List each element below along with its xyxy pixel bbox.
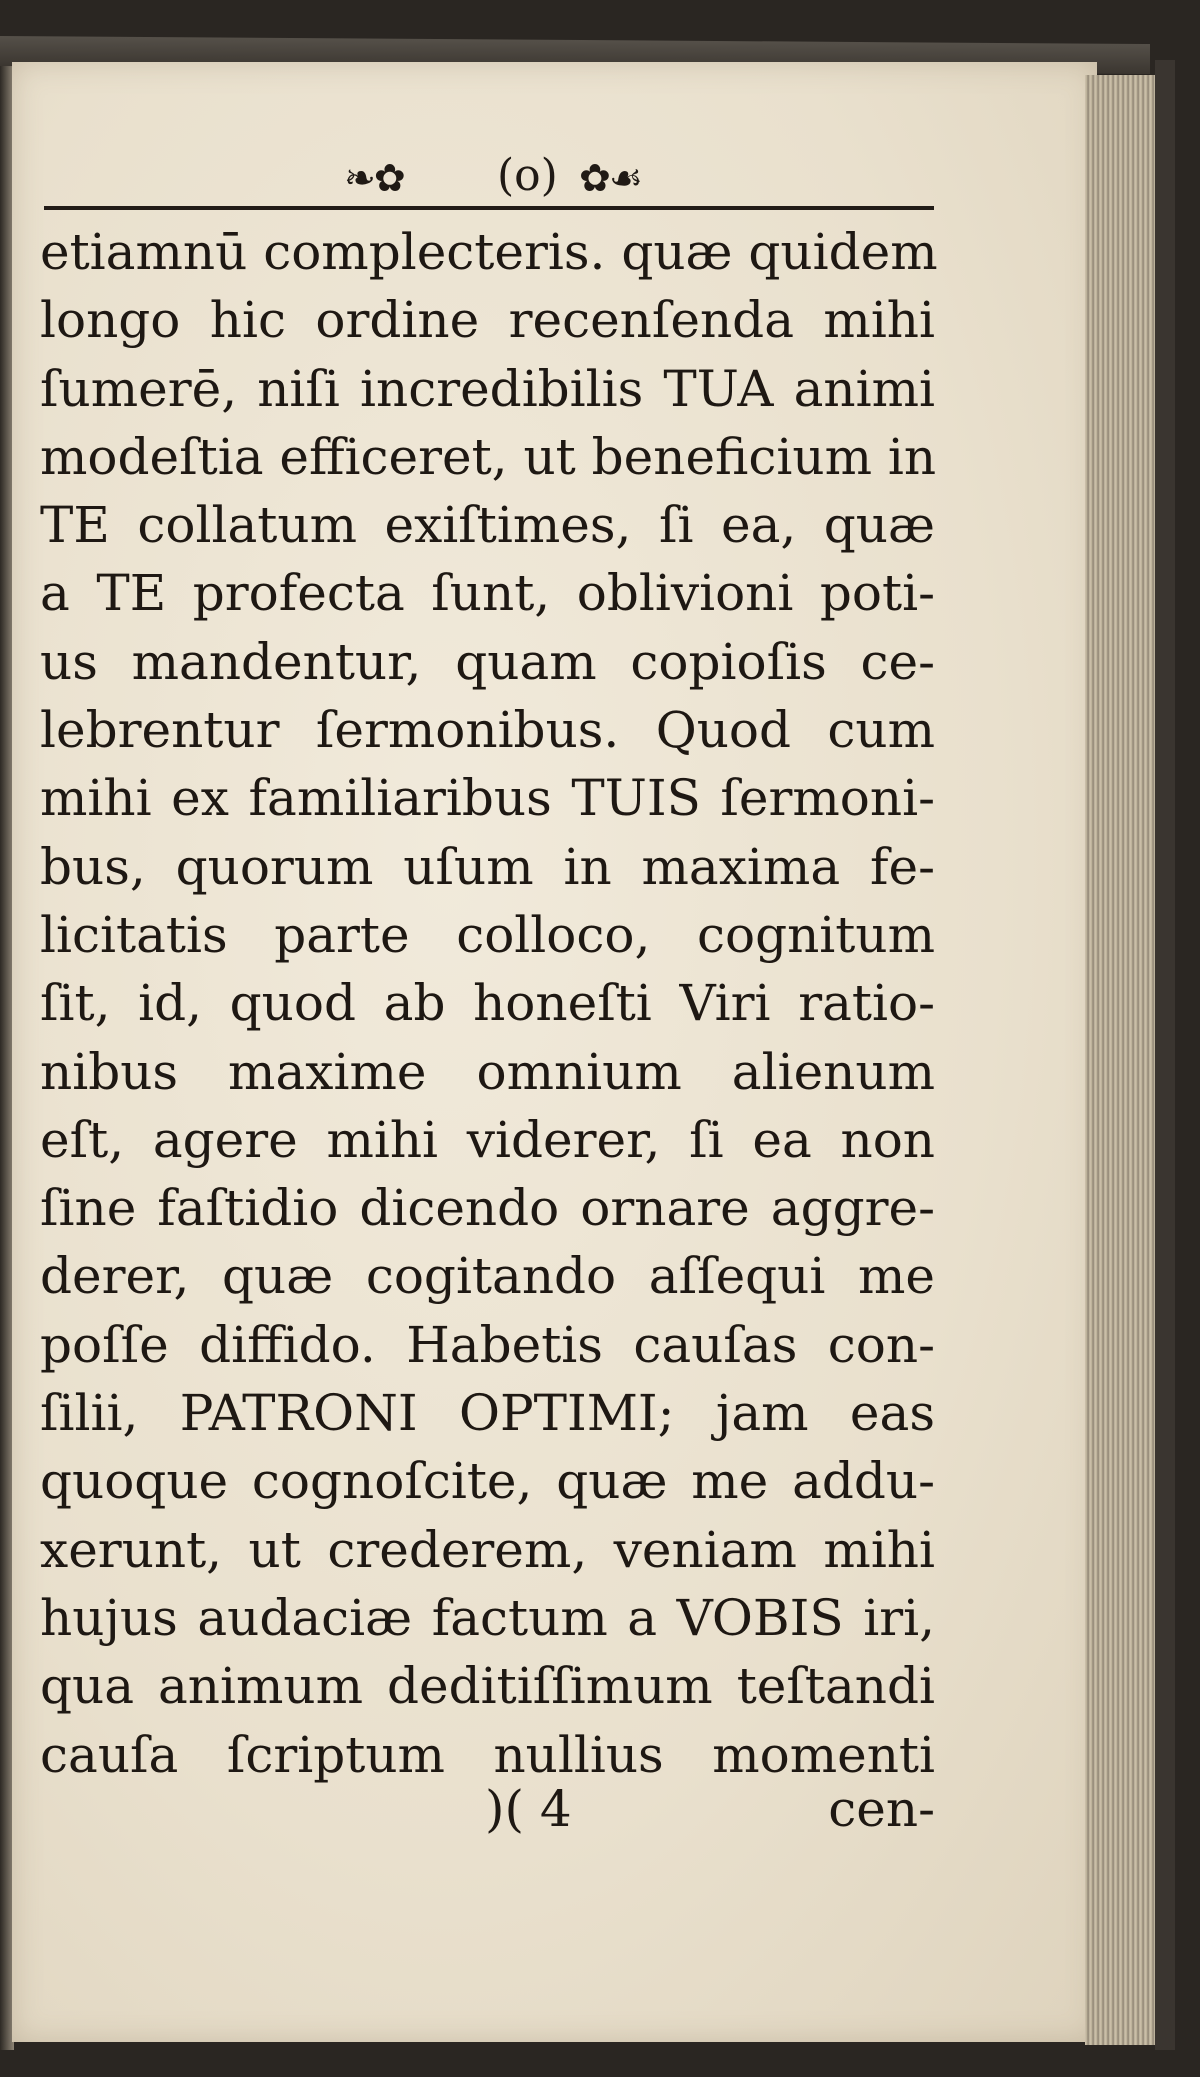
text-line: ſine faſtidio dicendo ornare aggre- xyxy=(40,1179,935,1238)
text-line: us mandentur, quam copioſis ce- xyxy=(40,632,935,691)
text-line: poſſe diffido. Habetis cauſas con- xyxy=(40,1315,935,1374)
text-line: eſt, agere mihi viderer, ſi ea non xyxy=(40,1110,935,1169)
text-line: longo hic ordine recenſenda mihi xyxy=(40,291,935,350)
text-line: a TE profecta ſunt, oblivioni poti- xyxy=(40,564,935,623)
page-footer xyxy=(40,1780,935,1850)
text-line: ſumerē, niſi incredibilis TUA animi xyxy=(40,359,935,418)
page-header xyxy=(44,150,934,210)
text-line: licitatis parte colloco, cognitum xyxy=(40,905,935,964)
folio-mark: (o) xyxy=(497,150,558,201)
text-line: TE collatum exiſtimes, ſi ea, quæ xyxy=(40,496,935,555)
header-rule xyxy=(44,206,934,210)
text-line: lebrentur ſermonibus. Quod cum xyxy=(40,701,935,760)
ornament-right-icon: ✿☙ xyxy=(579,156,641,200)
page-fore-edge xyxy=(1085,75,1155,2045)
catchword: cen- xyxy=(828,1780,935,1838)
text-line: modeſtia efficeret, ut beneficium in xyxy=(40,427,937,486)
text-line: cauſa ſcriptum nullius momenti xyxy=(40,1725,935,1784)
text-line: xerunt, ut crederem, veniam mihi xyxy=(40,1520,935,1579)
ornament-left-icon: ❧✿ xyxy=(344,156,404,200)
text-line: quoque cognoſcite, quæ me addu- xyxy=(40,1452,935,1511)
cover-edge xyxy=(1155,60,1175,2050)
text-line: etiamnū complecteris. quæ quidem xyxy=(40,223,938,281)
text-line: ſit, id, quod ab honeſti Viri ratio- xyxy=(40,974,935,1033)
text-line: derer, quæ cogitando aſſequi me xyxy=(40,1247,935,1306)
text-line: qua animum deditiſſimum teſtandi xyxy=(40,1657,935,1716)
text-line: bus, quorum uſum in maxima fe- xyxy=(40,837,935,896)
text-line: ſilii, PATRONI OPTIMI; jam eas xyxy=(40,1384,935,1443)
text-line: mihi ex familiaribus TUIS ſermoni- xyxy=(40,769,935,828)
body-text xyxy=(40,218,938,1789)
signature-mark: )( 4 xyxy=(485,1780,572,1838)
text-line: hujus audaciæ factum a VOBIS iri, xyxy=(40,1588,935,1647)
text-line: nibus maxime omnium alienum xyxy=(40,1042,935,1101)
